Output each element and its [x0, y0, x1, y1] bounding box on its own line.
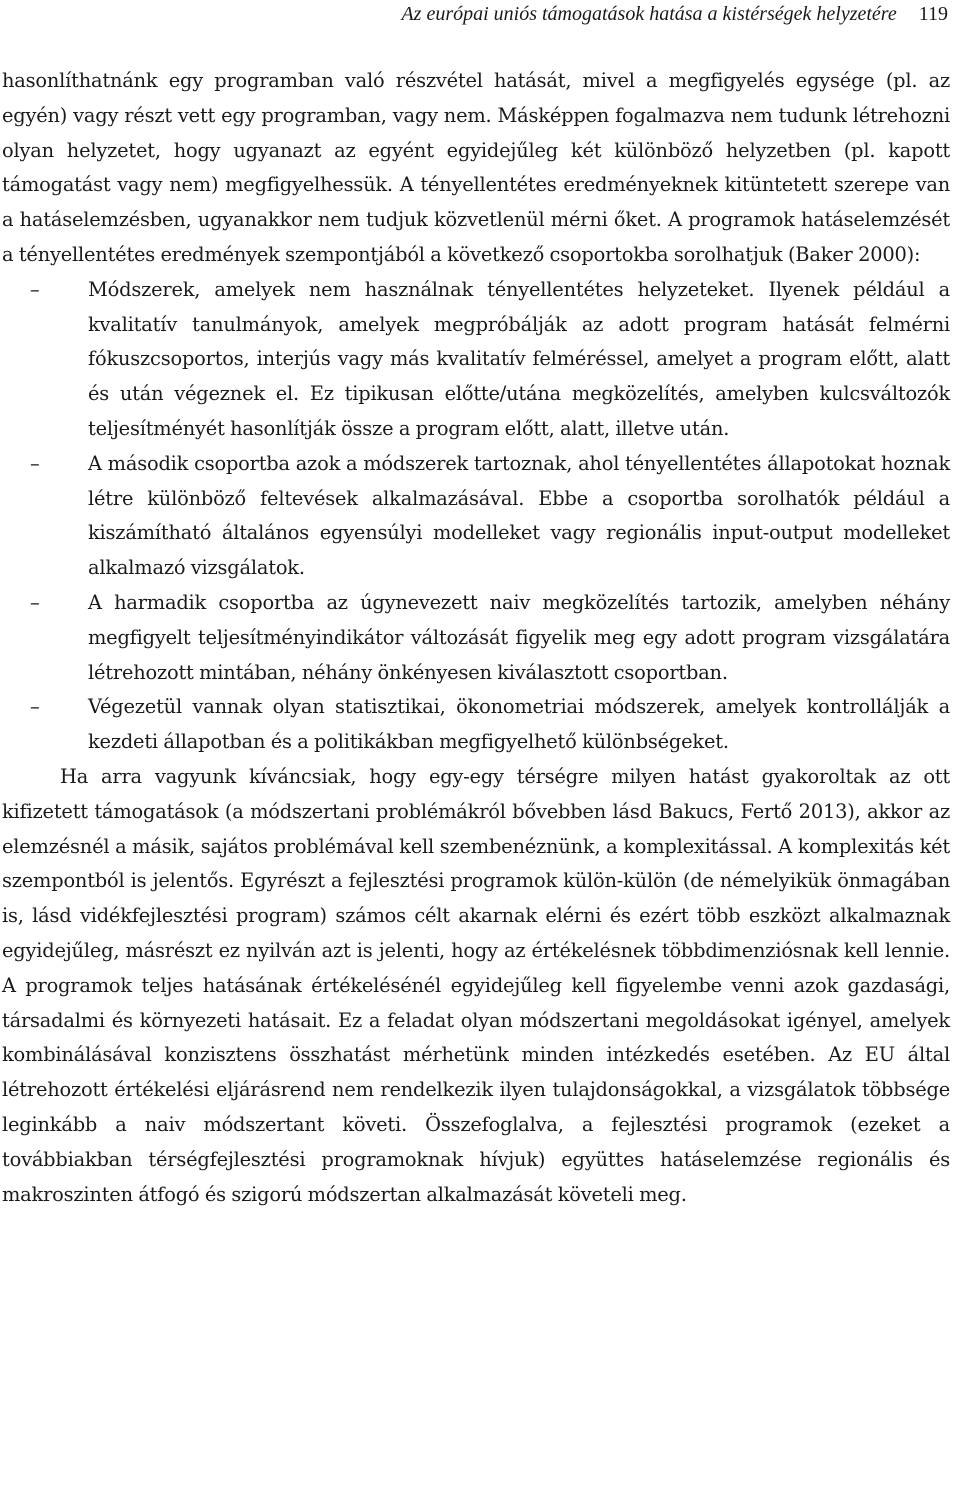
list-item-text: Végezetül vannak olyan statisztikai, ökonometriai módszerek, amelyek kontrollálják a kezdeti állapotban és a politikákban megfigyelhető különbségeket. — [88, 695, 950, 754]
list-item-text: Módszerek, amelyek nem használnak tényellentétes helyzeteket. Ilyenek például a kvalitatív tanulmányok, amelyek megpróbálják az adott program hatását felmérni fókuszcsoportos, interjús vagy más kvalitatív felméréssel, amelyet a program előtt, alatt és után végeznek el. Ez tipikusan előtte/utána megközelítés, amelyben kulcsváltozók teljesítményét hasonlítják össze a program előtt, alatt, illetve után. — [88, 277, 950, 440]
list-item — [2, 447, 950, 586]
method-list — [2, 273, 950, 760]
intro-paragraph: hasonlíthatnánk egy programban való részvétel hatását, mivel a megfigyelés egysége (pl. az egyén) vagy részt vett egy programban, vagy nem. Másképpen fogalmazva nem tudunk létrehozni olyan helyzetet, hogy ugyanazt az egyént egyidejűleg két különböző helyzetben (pl. kapott támogatást vagy nem) megfigyelhessük. A tényellentétes eredményeknek kitüntetett szerepe van a hatáselemzésben, ugyanakkor nem tudjuk közvetlenül mérni őket. A programok hatáselemzését a tényellentétes eredmények szempontjából a következő csoportokba sorolhatjuk (Baker 2000): — [2, 69, 950, 266]
list-item-text: A harmadik csoportba az úgynevezett naiv megközelítés tartozik, amelyben néhány megfigyelt teljesítményindikátor változását figyelik meg egy adott program vizsgálatára létrehozott mintában, néhány önkényesen kiválasztott csoportban. — [88, 590, 950, 684]
closing-paragraph: Ha arra vagyunk kíváncsiak, hogy egy-egy térségre milyen hatást gyakoroltak az ott kifizetett támogatások (a módszertani problémákról bővebben lásd Bakucs, Fertő 2013), akkor az elemzésnél a másik, sajátos problémával kell szembenéznünk, a komplexitással. A komplexitás két szempontból is jelentős. Egyrészt a fejlesztési programok külön-külön (de némelyikük önmagában is, lásd vidékfejlesztési program) számos célt akarnak elérni és ezért több eszközt alkalmaznak egyidejűleg, másrészt ez nyilván azt is jelenti, hogy az értékelésnek többdimenziósnak kell lennie. A programok teljes hatásának értékelésénél egyidejűleg kell figyelembe venni azok gazdasági, társadalmi és környezeti hatásait. Ez a feladat olyan módszertani megoldásokat igényel, amelyek kombinálásával konzisztens összhatást mérhetünk minden intézkedés esetében. Az EU által létrehozott értékelési eljárásrend nem rendelkezik ilyen tulajdonságokkal, a vizsgálatok többsége leginkább a naiv módszertant követi. Összefoglalva, a fejlesztési programok (ezeket a továbbiakban térségfejlesztési programoknak hívjuk) együttes hatáselemzése regionális és makroszinten átfogó és szigorú módszertan alkalmazását követeli meg. — [2, 764, 950, 1206]
page-number: 119 — [918, 3, 948, 25]
list-item — [2, 273, 950, 447]
list-bullet-dash: – — [30, 590, 40, 614]
list-bullet-dash: – — [30, 277, 40, 301]
list-item — [2, 690, 950, 760]
list-bullet-dash: – — [30, 451, 40, 475]
list-item — [2, 586, 950, 690]
running-title: Az európai uniós támogatások hatása a kistérségek helyzetére — [401, 3, 897, 25]
list-item-text: A második csoportba azok a módszerek tartoznak, ahol tényellentétes állapotokat hoznak létre különböző feltevések alkalmazásával. Ebbe a csoportba sorolhatók például a kiszámítható általános egyensúlyi modelleket vagy regionális input-output modelleket alkalmazó vizsgálatok. — [88, 451, 950, 580]
body-text — [2, 64, 950, 1212]
running-header — [401, 2, 948, 26]
list-bullet-dash: – — [30, 695, 40, 719]
